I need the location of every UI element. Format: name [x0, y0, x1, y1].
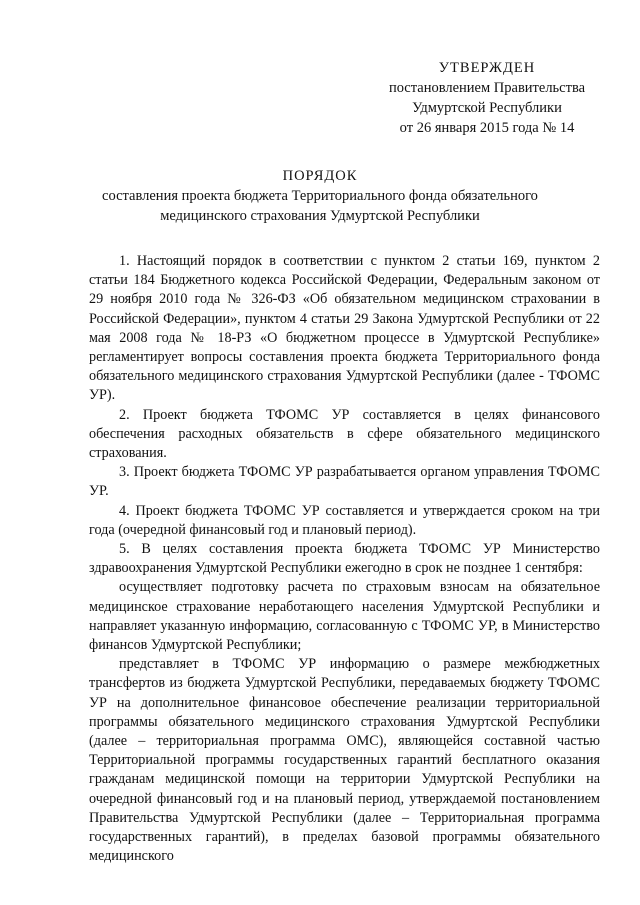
- paragraph-5-item-1: осуществляет подготовку расчета по страховым взносам на обязательное медицинское страхование неработающего населения Удмуртской Республики и направляет указанную информацию, согласованную с ТФОМС УР, в Министерство финансов Удмуртской Республики;: [89, 579, 600, 654]
- paragraph-2: 2. Проект бюджета ТФОМС УР составляется в целях финансового обеспечения расходных обязательств в сфере обязательного медицинского страхования.: [89, 406, 600, 462]
- paragraph-5: 5. В целях составления проекта бюджета ТФОМС УР Министерство здравоохранения Удмуртской Республики ежегодно в срок не позднее 1 сентября:: [89, 541, 600, 577]
- approval-stamp: [372, 58, 602, 138]
- document-body: [89, 252, 600, 867]
- paragraph-4: 4. Проект бюджета ТФОМС УР составляется и утверждается сроком на три года (очередной финансовый год и плановый период).: [89, 502, 600, 538]
- paragraph-3: 3. Проект бюджета ТФОМС УР разрабатывается органом управления ТФОМС УР.: [89, 464, 600, 500]
- title-heading: ПОРЯДОК: [282, 168, 358, 184]
- title-line-1: составления проекта бюджета Территориального фонда обязательного: [102, 188, 538, 204]
- paragraph-5-item-2: представляет в ТФОМС УР информацию о размере межбюджетных трансфертов из бюджета Удмуртской Республики, передаваемых бюджету ТФОМС УР на дополнительное финансовое обеспечение реализации территориальной программы обязательного медицинского страхования Удмуртской Республики (далее – территориальная программа ОМС), являющейся составной частью Территориальной программы государственных гарантий бесплатного оказания гражданам медицинской помощи на территории Удмуртской Республики на очередной финансовый год и на плановый период, утверждаемой постановлением Правительства Удмуртской Республики (далее – Территориальная программа государственных гарантий), в пределах базовой программы обязательного медицинского: [89, 656, 600, 865]
- approval-heading: УТВЕРЖДЕН: [438, 60, 536, 76]
- paragraph-1: 1. Настоящий порядок в соответствии с пунктом 2 статьи 169, пунктом 2 статьи 184 Бюджетного кодекса Российской Федерации, Федеральным законом от 29 ноября 2010 года № 326-ФЗ «Об обязательном медицинском страховании в Российской Федерации», пунктом 4 статьи 29 Закона Удмуртской Республики от 22 мая 2008 года № 18-РЗ «О бюджетном процессе в Удмуртской Республике» регламентирует вопросы составления проекта бюджета Территориального фонда обязательного медицинского страхования Удмуртской Республики (далее - ТФОМС УР).: [89, 253, 600, 404]
- document-title: [0, 166, 640, 226]
- approval-line-2: Удмуртской Республики: [412, 100, 562, 116]
- title-line-2: медицинского страхования Удмуртской Республики: [160, 208, 480, 224]
- approval-line-3: от 26 января 2015 года № 14: [399, 120, 575, 136]
- approval-line-1: постановлением Правительства: [388, 80, 586, 96]
